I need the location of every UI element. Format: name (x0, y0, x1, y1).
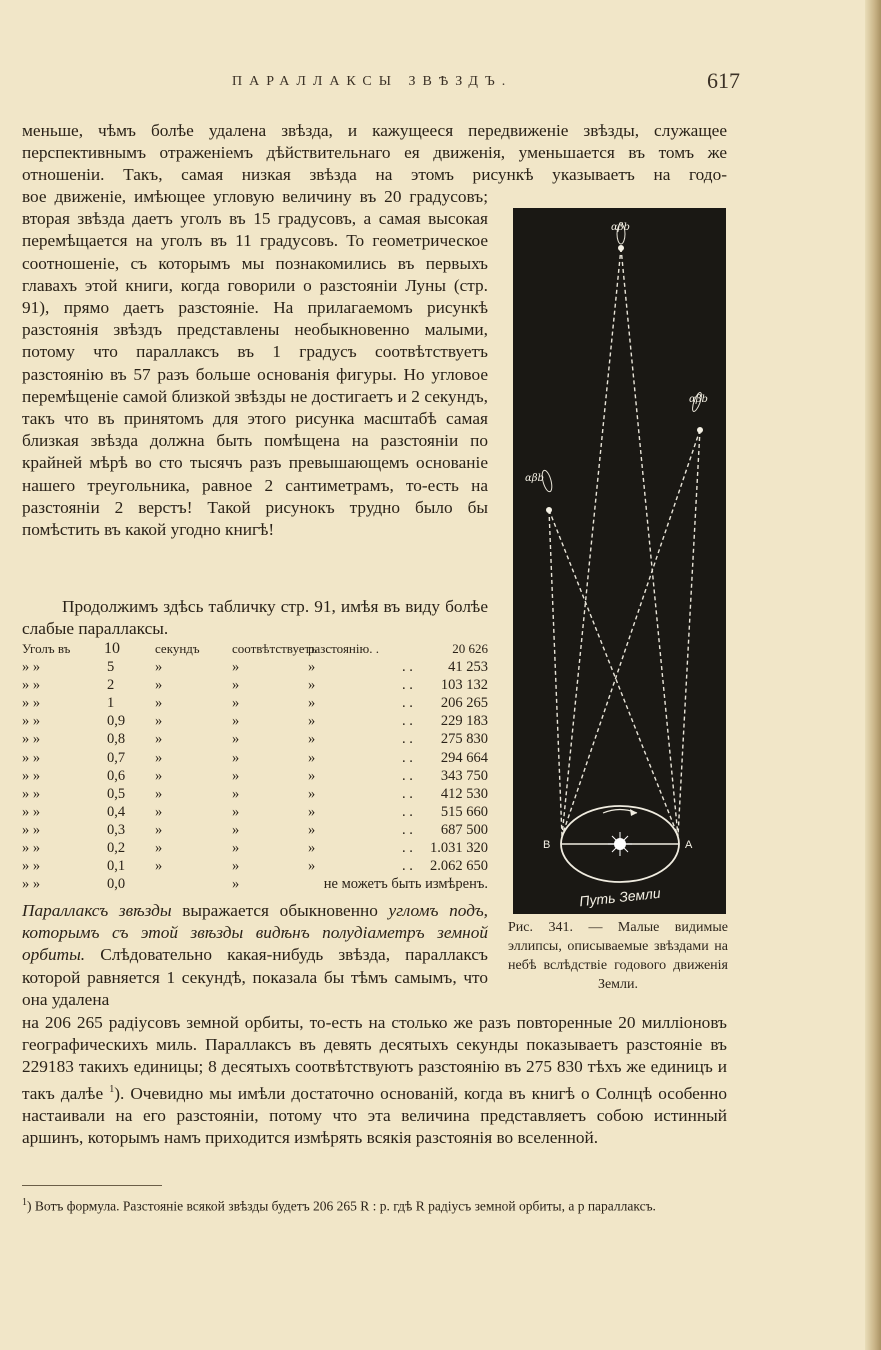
table-cell: » » (22, 695, 41, 712)
table-cell: . . (402, 785, 413, 802)
table-cell: » (308, 803, 316, 820)
italic-definition: угломъ подъ, которымъ съ этой звѣзды видѣнъ полудіаметръ земной орбиты. (22, 901, 488, 965)
table-cell: » (232, 695, 240, 712)
table-row (22, 694, 488, 712)
table-cell: » » (22, 785, 41, 802)
table-cell: » (232, 785, 240, 802)
table-cell: . . (402, 731, 413, 748)
table-cell: 0,2 (107, 840, 126, 857)
footnote-number: 1 (22, 1197, 27, 1208)
svg-text:αβb: αβb (611, 222, 630, 233)
table-cell: » (232, 858, 240, 875)
table-cell: » » (22, 677, 41, 694)
orbit-label: Путь Земли (578, 884, 662, 910)
stars-parallax-diagram (513, 208, 726, 914)
footnote (22, 1192, 727, 1217)
table-cell: » (308, 695, 316, 712)
table-cell: » » (22, 767, 41, 784)
table-cell: 412 530 (440, 785, 488, 802)
table-row (22, 712, 488, 730)
table-cell: » » (22, 713, 41, 730)
page-edge (865, 0, 881, 1350)
page-number: 617 (707, 68, 740, 93)
table-row (22, 875, 488, 893)
text-run: Слѣдовательно какая-нибудь звѣзда, параллаксъ которой равняется 1 секундѣ, показала бы тѣмъ самымъ, что она удалена (22, 945, 488, 1009)
table-cell: » (155, 840, 163, 857)
running-head: ПАРАЛЛАКСЫ ЗВѢЗДЪ. (232, 74, 513, 89)
table-cell: 0,8 (107, 731, 126, 748)
table-cell: » » (22, 821, 41, 838)
table-cell: » (232, 677, 240, 694)
table-cell: » » (22, 803, 41, 820)
table-row (22, 730, 488, 748)
table-cell: 0,6 (107, 767, 126, 784)
figure-341 (513, 208, 726, 914)
figure-background (513, 208, 726, 914)
table-cell: . . (402, 749, 413, 766)
table-cell: » (308, 785, 316, 802)
table-cell: » (308, 749, 316, 766)
parallax-table (22, 640, 488, 893)
table-cell: » (232, 713, 240, 730)
table-cell: 343 750 (440, 767, 488, 784)
table-cell: » (232, 659, 240, 676)
table-cell: 20 626 (452, 641, 488, 656)
table-cell: » (308, 731, 316, 748)
paragraph-intro: меньше, чѣмъ болѣе удалена звѣзда, и кажущееся передвиженіе звѣзды, служащее перспективнымъ отраженіемъ дѣйствительнаго ея движенія, уменьшается въ томъ же отношеніи. Такъ, самая низкая звѣзда на этомъ рисункѣ указываетъ на годо- (22, 121, 727, 185)
svg-text:αβb: αβb (689, 394, 708, 405)
table-cell: » (155, 659, 163, 676)
table-cell: » (308, 821, 316, 838)
table-row (22, 839, 488, 857)
table-row (22, 658, 488, 676)
table-cell: » (308, 858, 316, 875)
table-cell: 2 (107, 677, 115, 694)
table-cell: » (232, 840, 240, 857)
table-cell: » (232, 767, 240, 784)
table-body (22, 658, 488, 875)
table-cell: 229 183 (440, 713, 488, 730)
table-cell: » » (22, 858, 41, 875)
table-cell: » (232, 821, 240, 838)
footnote-rule (22, 1185, 162, 1186)
table-cell: 41 253 (448, 659, 488, 676)
table-cell: . . (402, 803, 413, 820)
table-row (22, 803, 488, 821)
paragraph-intro-continued: вое движеніе, имѣющее угловую величину въ 20 градусовъ; вторая звѣзда даетъ уголъ въ 15 градусовъ, а самая высокая перемѣщается на уголъ въ 11 градусовъ. То геометрическое соотношеніе, съ которымъ мы познакомились въ первыхъ главахъ этой книги, когда говорили о разстояніи Луны (стр. 91), прямо даетъ разстояніе. На прилагаемомъ рисункѣ разстоянія звѣздъ представлены необыкновенно малыми, потому что параллаксъ въ 1 градусъ соотвѣтствуетъ разстоянію въ 57 разъ больше основанія фигуры. Но угловое перемѣщеніе самой близкой звѣзды не достигаетъ и 2 секундъ, такъ что въ принятомъ для этого рисунка масштабѣ самая близкая звѣзда должна быть помѣщена на разстояніи по крайней мѣрѣ во сто тысячъ разъ превышающемъ основаніе нашего треугольника, равное 2 сантиметрамъ, то-есть на разстояніи 2 верстъ! Такой рисунокъ трудно было бы помѣстить въ какой угодно книгѣ! (22, 187, 488, 540)
figure-caption: Рис. 341. — Малые видимые эллипсы, описываемые звѣздами на небѣ вслѣдствіе годового движенія Земли. (508, 920, 728, 992)
table-row (22, 749, 488, 767)
table-cell: . . (402, 858, 413, 875)
table-cell: . . (402, 767, 413, 784)
table-row (22, 857, 488, 875)
point-b-label: B (543, 839, 551, 851)
table-header-row (22, 640, 488, 658)
table-cell: » (232, 876, 240, 893)
table-cell: . . (402, 659, 413, 676)
table-row (22, 676, 488, 694)
table-cell: » (308, 677, 316, 694)
table-cell: 0,5 (107, 785, 126, 802)
text-run: выражается обыкновенно (171, 901, 389, 920)
table-cell: . . (402, 713, 413, 730)
table-cell: Уголъ въ (22, 641, 71, 656)
table-cell: 5 (107, 659, 115, 676)
table-cell: 2.062 650 (430, 858, 488, 875)
italic-term: Параллаксъ звѣзды (22, 901, 172, 920)
table-cell: » (155, 677, 163, 694)
point-a-label: A (685, 839, 693, 851)
table-cell: . . (402, 840, 413, 857)
table-cell: 1 (107, 695, 115, 712)
table-cell: » (308, 767, 316, 784)
table-row (22, 821, 488, 839)
table-cell: » (155, 767, 163, 784)
table-cell: » » (22, 659, 41, 676)
table-cell: . . (402, 677, 413, 694)
svg-text:αβb: αβb (525, 473, 544, 484)
table-cell: » (155, 749, 163, 766)
table-cell: 687 500 (440, 821, 488, 838)
table-cell: 0,3 (107, 821, 126, 838)
page-header (20, 66, 740, 96)
table-row (22, 767, 488, 785)
table-cell: 515 660 (440, 803, 488, 820)
text-run: на 206 265 радіусовъ земной орбиты, то-есть на столько же разъ повторенные 20 милліоновъ географическихъ миль. Параллаксъ въ девять десятыхъ секунды показываетъ разстояніе въ 229183 такихъ единицы; 8 десятыхъ соотвѣтствуютъ разстоянію въ 275 830 тѣхъ же единицъ и такъ далѣе (22, 1013, 727, 1103)
table-cell: разстоянію. . (308, 641, 379, 656)
table-cell: » » (22, 840, 41, 857)
table-cell: » » (22, 731, 41, 748)
table-cell: » (308, 659, 316, 676)
table-cell: 0,0 (107, 876, 126, 893)
table-cell: 206 265 (440, 695, 488, 712)
paragraph-table-intro: Продолжимъ здѣсь табличку стр. 91, имѣя въ виду болѣе слабые параллаксы. (22, 597, 488, 639)
table-cell: 103 132 (440, 677, 488, 694)
table-cell: секундъ (155, 641, 200, 656)
table-row (22, 785, 488, 803)
table-cell: 275 830 (440, 731, 488, 748)
table-cell: 0,9 (107, 713, 126, 730)
table-cell: » (155, 858, 163, 875)
table-cell: 294 664 (440, 749, 488, 766)
table-cell: 0,7 (107, 749, 126, 766)
table-cell: » (232, 803, 240, 820)
footnote-ref: 1 (109, 1083, 115, 1095)
table-cell: » (155, 713, 163, 730)
table-cell: соотвѣтствуетъ (232, 641, 317, 656)
text-run: ). Очевидно мы имѣли достаточно основаній, когда въ книгѣ о Солнцѣ особенно настаивали на его разстояніи, потому что эта величина представляетъ собою истинный аршинъ, которымъ намъ приходится измѣрять всякія разстоянія во вселенной. (22, 1083, 727, 1147)
paragraph-conclusion (22, 1012, 727, 1149)
table-cell: » (155, 785, 163, 802)
table-cell: не можетъ быть измѣренъ. (323, 876, 488, 893)
table-cell: » (232, 749, 240, 766)
table-cell: » (232, 731, 240, 748)
paragraph-definition (22, 900, 488, 1011)
table-cell: » (308, 840, 316, 857)
table-cell: » (155, 803, 163, 820)
table-cell: » (155, 821, 163, 838)
table-cell: 0,4 (107, 803, 126, 820)
table-cell: » » (22, 876, 41, 893)
footnote-text: ) Вотъ формула. Разстояніе всякой звѣзды будетъ 206 265 R : p. гдѣ R радіусъ земной орбиты, а p параллаксъ. (27, 1198, 656, 1214)
table-cell: 1.031 320 (430, 840, 488, 857)
table-cell: 0,1 (107, 858, 126, 875)
table-cell: 10 (104, 640, 120, 657)
table-cell: » (308, 713, 316, 730)
table-cell: » (155, 695, 163, 712)
table-cell: » (155, 731, 163, 748)
table-cell: . . (402, 821, 413, 838)
table-cell: . . (402, 695, 413, 712)
table-cell: » » (22, 749, 41, 766)
